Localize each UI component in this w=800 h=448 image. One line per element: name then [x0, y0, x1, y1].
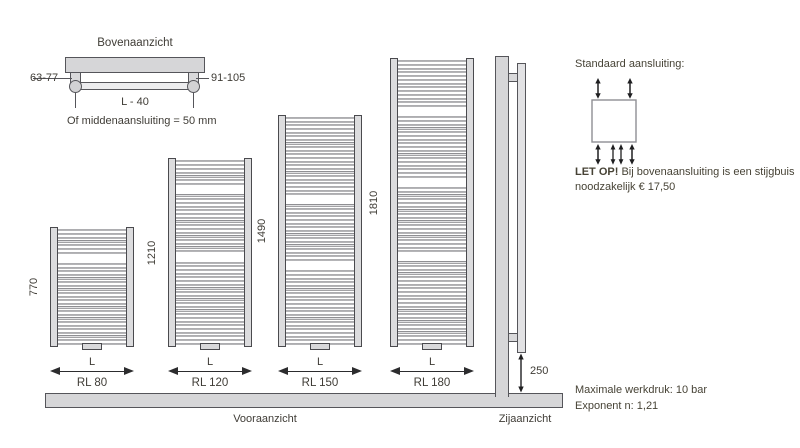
rung	[284, 310, 356, 312]
rung	[396, 235, 468, 237]
width-dimension	[278, 356, 362, 392]
rung	[56, 233, 128, 235]
rung	[396, 287, 468, 289]
rung	[284, 303, 356, 305]
rung	[174, 298, 246, 300]
rung	[284, 193, 356, 195]
rung	[284, 307, 356, 309]
rung	[284, 274, 356, 276]
rung	[396, 320, 468, 322]
rung	[56, 240, 128, 242]
width-arrow-icon	[59, 371, 125, 372]
rung	[396, 339, 468, 341]
model-label: RL 150	[301, 377, 339, 390]
rung	[396, 79, 468, 81]
rung	[174, 250, 246, 252]
rung	[56, 317, 128, 319]
rung	[284, 299, 356, 301]
rung	[396, 309, 468, 311]
rung	[284, 237, 356, 239]
rung-section	[284, 204, 356, 261]
riser-note-line2: noodzakelijk € 17,50	[575, 181, 676, 193]
rung	[284, 296, 356, 298]
rung	[396, 217, 468, 219]
rung	[174, 202, 246, 204]
rung	[56, 252, 128, 254]
rung	[396, 187, 468, 189]
rung	[284, 175, 356, 177]
rung	[396, 64, 468, 66]
rung	[174, 339, 246, 341]
rung	[396, 90, 468, 92]
rung	[174, 324, 246, 326]
height-mm-text: 1210	[146, 240, 159, 265]
left-dim-label: 63-77	[30, 72, 59, 84]
rung-section	[174, 262, 246, 346]
rung	[284, 208, 356, 210]
rung	[56, 237, 128, 239]
radiator-rl-120	[168, 158, 252, 347]
rung	[396, 261, 468, 263]
rung	[174, 291, 246, 293]
rung	[396, 71, 468, 73]
rung	[56, 263, 128, 265]
rung	[284, 171, 356, 173]
rung	[284, 186, 356, 188]
rung-section	[396, 261, 468, 345]
rung	[396, 272, 468, 274]
rung	[56, 296, 128, 298]
rung	[284, 132, 356, 134]
rung	[396, 269, 468, 271]
rung	[174, 217, 246, 219]
rung	[56, 285, 128, 287]
left-column	[390, 58, 398, 347]
rung	[396, 105, 468, 107]
connection-title: Standaard aansluiting:	[575, 58, 685, 70]
rung	[284, 223, 356, 225]
width-dimension	[168, 356, 252, 392]
right-collector-circle	[187, 80, 200, 93]
rung	[396, 153, 468, 155]
rung	[396, 209, 468, 211]
rung	[396, 224, 468, 226]
height-dimension-label	[364, 58, 384, 347]
rung	[396, 276, 468, 278]
width-label: L	[88, 356, 96, 368]
rung-section	[396, 116, 468, 178]
left-column	[50, 227, 58, 347]
rung	[396, 250, 468, 252]
rung	[174, 198, 246, 200]
height-dimension-label	[142, 158, 162, 347]
rung	[284, 135, 356, 137]
rung	[174, 269, 246, 271]
rung	[174, 276, 246, 278]
rung-section	[396, 187, 468, 252]
rung	[396, 328, 468, 330]
rung	[174, 280, 246, 282]
rung	[284, 139, 356, 141]
rung-area	[56, 229, 128, 345]
height-dimension-label	[24, 227, 44, 347]
rung	[396, 243, 468, 245]
rung	[396, 220, 468, 222]
rung	[174, 232, 246, 234]
left-column	[168, 158, 176, 347]
rung	[284, 161, 356, 163]
rung	[284, 219, 356, 221]
rung	[174, 302, 246, 304]
rung	[56, 339, 128, 341]
rung	[284, 325, 356, 327]
rung	[396, 124, 468, 126]
rung	[174, 321, 246, 323]
width-dimension	[390, 356, 474, 392]
rung	[396, 101, 468, 103]
top-view-panel	[65, 57, 205, 73]
radiator-rl-150	[278, 115, 362, 347]
rung	[174, 160, 246, 162]
rung	[56, 274, 128, 276]
rung	[284, 292, 356, 294]
rung	[396, 247, 468, 249]
rung	[56, 288, 128, 290]
riser-note-warning: LET OP!	[575, 166, 619, 178]
rung	[174, 164, 246, 166]
rung	[284, 124, 356, 126]
rung	[396, 280, 468, 282]
clearance-label: 250	[530, 365, 549, 377]
rung	[396, 157, 468, 159]
rung	[56, 299, 128, 301]
rung	[174, 246, 246, 248]
rung-section	[174, 160, 246, 185]
right-column	[466, 58, 474, 347]
rung	[56, 310, 128, 312]
rung	[284, 328, 356, 330]
exponent-text: Exponent n: 1,21	[575, 400, 659, 412]
rung	[284, 128, 356, 130]
length-dim-label: L - 40	[121, 96, 149, 108]
model-label: RL 80	[76, 377, 108, 390]
wall-bar	[495, 56, 509, 397]
rung	[284, 285, 356, 287]
rung-area	[396, 60, 468, 345]
width-label: L	[316, 356, 324, 368]
rung	[284, 182, 356, 184]
rung	[284, 278, 356, 280]
model-label: RL 120	[191, 377, 229, 390]
rung	[396, 116, 468, 118]
rung	[284, 252, 356, 254]
rung	[284, 204, 356, 206]
rung	[396, 150, 468, 152]
rung	[174, 228, 246, 230]
rung	[56, 335, 128, 337]
rung	[284, 336, 356, 338]
rung	[56, 292, 128, 294]
radiator-rl-180	[390, 58, 474, 347]
rung-section	[284, 270, 356, 345]
rung	[56, 328, 128, 330]
rung	[396, 298, 468, 300]
width-label: L	[428, 356, 436, 368]
rung	[174, 179, 246, 181]
width-dimension	[50, 356, 134, 392]
rung	[396, 135, 468, 137]
rung	[174, 309, 246, 311]
right-dim-label: 91-105	[211, 72, 246, 84]
rung	[396, 317, 468, 319]
side-view-caption: Zijaanzicht	[498, 413, 552, 425]
top-view-title: Bovenaanzicht	[97, 37, 173, 49]
rung	[284, 157, 356, 159]
rung	[284, 314, 356, 316]
rung	[396, 75, 468, 77]
rung	[396, 295, 468, 297]
rung	[284, 146, 356, 148]
rung-section	[174, 194, 246, 252]
rung	[174, 328, 246, 330]
height-mm-text: 770	[27, 277, 40, 297]
max-pressure-text: Maximale werkdruk: 10 bar	[575, 384, 708, 396]
rung	[56, 248, 128, 250]
rung	[284, 259, 356, 261]
rung	[174, 206, 246, 208]
rung	[174, 175, 246, 177]
rung	[396, 161, 468, 163]
front-view-caption: Vooraanzicht	[233, 413, 297, 425]
rung	[284, 270, 356, 272]
rung	[284, 281, 356, 283]
rung	[56, 229, 128, 231]
rung	[174, 239, 246, 241]
rung	[396, 139, 468, 141]
left-collector-circle	[69, 80, 82, 93]
height-dimension-label	[252, 115, 272, 347]
rung	[284, 226, 356, 228]
drain-valve	[82, 343, 102, 350]
cross-tube	[74, 82, 196, 90]
rung	[284, 244, 356, 246]
rung	[396, 324, 468, 326]
rung	[284, 150, 356, 152]
rung	[284, 117, 356, 119]
riser-note-line1: Bij bovenaansluiting is een stijgbuis	[618, 166, 795, 178]
rung	[284, 142, 356, 144]
rung	[56, 306, 128, 308]
rung	[174, 224, 246, 226]
rung	[284, 321, 356, 323]
rung-section	[396, 60, 468, 107]
rung	[396, 191, 468, 193]
rung	[396, 127, 468, 129]
rung	[56, 244, 128, 246]
center-connection-note: Of middenaansluiting = 50 mm	[67, 115, 217, 127]
rung	[174, 313, 246, 315]
rung	[396, 239, 468, 241]
rung	[396, 146, 468, 148]
rung	[396, 228, 468, 230]
rung	[396, 206, 468, 208]
rung	[56, 303, 128, 305]
rung	[174, 265, 246, 267]
height-mm-text: 1490	[256, 218, 269, 244]
rung-section	[56, 229, 128, 254]
rung	[396, 306, 468, 308]
rung	[284, 190, 356, 192]
rung	[284, 332, 356, 334]
rung	[284, 288, 356, 290]
rung	[174, 273, 246, 275]
rung-section	[56, 263, 128, 345]
rung	[396, 335, 468, 337]
rung	[396, 83, 468, 85]
rung	[396, 284, 468, 286]
rung	[174, 287, 246, 289]
right-column	[244, 158, 252, 347]
radiator-side-profile	[517, 63, 526, 353]
rung	[174, 168, 246, 170]
width-arrow-icon	[177, 371, 243, 372]
rung	[396, 120, 468, 122]
rung	[284, 121, 356, 123]
rung	[396, 313, 468, 315]
model-label: RL 180	[413, 377, 451, 390]
rung	[174, 335, 246, 337]
rung	[174, 317, 246, 319]
height-mm-text: 1810	[368, 190, 381, 215]
drain-valve	[310, 343, 330, 350]
rung-area	[284, 117, 356, 345]
riser-note	[575, 165, 800, 195]
rung	[284, 241, 356, 243]
rung	[174, 295, 246, 297]
rung-area	[174, 160, 246, 345]
drain-valve	[422, 343, 442, 350]
rung	[396, 194, 468, 196]
rung	[284, 215, 356, 217]
rung	[284, 230, 356, 232]
rung	[396, 213, 468, 215]
rung	[174, 194, 246, 196]
rung	[56, 321, 128, 323]
rung	[174, 220, 246, 222]
rung	[174, 172, 246, 174]
rung	[174, 284, 246, 286]
rung	[396, 131, 468, 133]
rung	[396, 176, 468, 178]
rung-section	[284, 117, 356, 195]
rung	[174, 183, 246, 185]
connection-diagram	[576, 76, 656, 168]
rung	[284, 248, 356, 250]
rung	[174, 332, 246, 334]
right-dim-line	[196, 78, 209, 79]
radiator-rl-80	[50, 227, 134, 347]
rung	[396, 68, 468, 70]
rung	[396, 198, 468, 200]
rung	[56, 277, 128, 279]
drain-valve	[200, 343, 220, 350]
rung	[396, 165, 468, 167]
right-column	[126, 227, 134, 347]
rung	[174, 306, 246, 308]
rung	[396, 265, 468, 267]
width-arrow-icon	[287, 371, 353, 372]
rung	[56, 267, 128, 269]
rung	[396, 172, 468, 174]
rung	[284, 339, 356, 341]
left-column	[278, 115, 286, 347]
rung	[284, 233, 356, 235]
right-column	[354, 115, 362, 347]
rung	[174, 209, 246, 211]
rung	[396, 60, 468, 62]
rung	[56, 325, 128, 327]
rung	[284, 168, 356, 170]
rung	[56, 314, 128, 316]
rung	[174, 213, 246, 215]
width-arrow-icon	[399, 371, 465, 372]
rung	[396, 94, 468, 96]
rung	[396, 98, 468, 100]
rung	[284, 212, 356, 214]
rung	[396, 291, 468, 293]
rung	[396, 331, 468, 333]
rung	[174, 243, 246, 245]
rung	[396, 202, 468, 204]
floor-bar	[45, 393, 563, 408]
rung	[396, 86, 468, 88]
rung	[284, 317, 356, 319]
rung	[56, 281, 128, 283]
rung	[396, 142, 468, 144]
rung	[174, 262, 246, 264]
rung	[284, 153, 356, 155]
rung	[284, 164, 356, 166]
rung	[396, 302, 468, 304]
rung	[396, 232, 468, 234]
rung	[56, 332, 128, 334]
rung	[174, 235, 246, 237]
rung	[56, 270, 128, 272]
rung	[284, 255, 356, 257]
clearance-arrow-icon	[514, 352, 528, 394]
radiator-body-icon	[592, 100, 636, 142]
rung	[396, 168, 468, 170]
rung	[284, 179, 356, 181]
width-label: L	[206, 356, 214, 368]
